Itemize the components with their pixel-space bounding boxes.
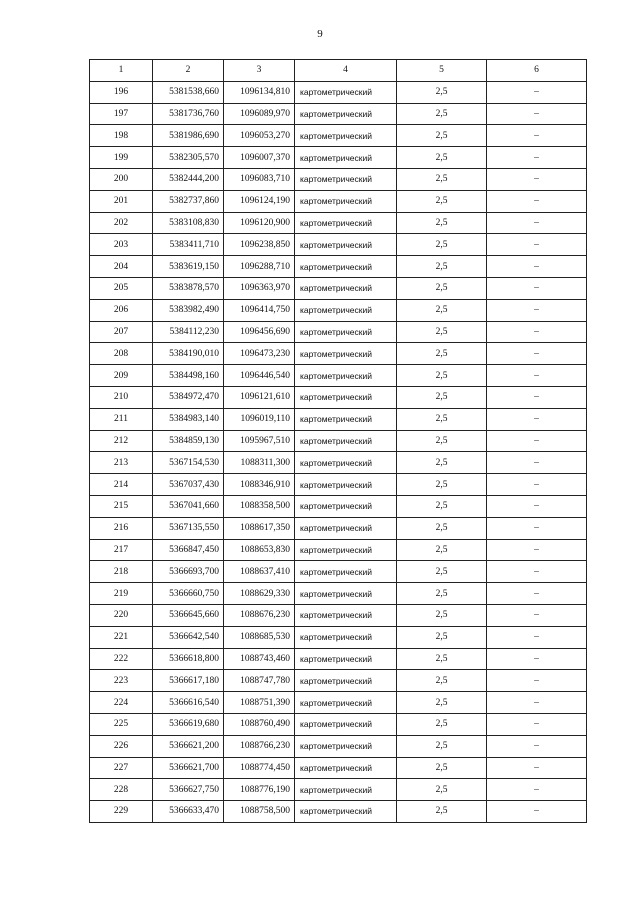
cell-coord-x: 5367041,660 xyxy=(153,495,224,517)
cell-method: картометрический xyxy=(295,430,397,452)
cell-point-number: 202 xyxy=(90,212,153,234)
header-col-4: 4 xyxy=(295,60,397,82)
cell-point-number: 222 xyxy=(90,648,153,670)
table-row xyxy=(90,604,587,626)
cell-point-number: 219 xyxy=(90,583,153,605)
cell-method: картометрический xyxy=(295,604,397,626)
cell-accuracy: 2,5 xyxy=(397,277,487,299)
cell-note: – xyxy=(487,474,587,496)
cell-method: картометрический xyxy=(295,670,397,692)
cell-method: картометрический xyxy=(295,147,397,169)
cell-point-number: 228 xyxy=(90,779,153,801)
cell-method: картометрический xyxy=(295,474,397,496)
cell-point-number: 196 xyxy=(90,81,153,103)
cell-note: – xyxy=(487,670,587,692)
cell-accuracy: 2,5 xyxy=(397,561,487,583)
cell-coord-x: 5383982,490 xyxy=(153,299,224,321)
cell-coord-y: 1088760,490 xyxy=(224,713,295,735)
cell-coord-y: 1096456,690 xyxy=(224,321,295,343)
cell-method: картометрический xyxy=(295,561,397,583)
cell-accuracy: 2,5 xyxy=(397,234,487,256)
cell-method: картометрический xyxy=(295,517,397,539)
cell-note: – xyxy=(487,103,587,125)
cell-coord-x: 5384112,230 xyxy=(153,321,224,343)
cell-point-number: 217 xyxy=(90,539,153,561)
cell-method: картометрический xyxy=(295,125,397,147)
cell-note: – xyxy=(487,517,587,539)
cell-note: – xyxy=(487,190,587,212)
cell-accuracy: 2,5 xyxy=(397,801,487,823)
cell-point-number: 209 xyxy=(90,365,153,387)
cell-point-number: 218 xyxy=(90,561,153,583)
table-row xyxy=(90,735,587,757)
cell-method: картометрический xyxy=(295,757,397,779)
table-row xyxy=(90,256,587,278)
cell-coord-y: 1088346,910 xyxy=(224,474,295,496)
cell-point-number: 201 xyxy=(90,190,153,212)
cell-accuracy: 2,5 xyxy=(397,125,487,147)
cell-point-number: 210 xyxy=(90,386,153,408)
table-row xyxy=(90,495,587,517)
cell-note: – xyxy=(487,256,587,278)
cell-point-number: 211 xyxy=(90,408,153,430)
cell-coord-y: 1088766,230 xyxy=(224,735,295,757)
table-row xyxy=(90,81,587,103)
cell-note: – xyxy=(487,408,587,430)
table-header-row xyxy=(90,60,587,82)
table-row xyxy=(90,517,587,539)
cell-point-number: 213 xyxy=(90,452,153,474)
cell-note: – xyxy=(487,365,587,387)
cell-coord-y: 1096363,970 xyxy=(224,277,295,299)
cell-coord-x: 5367037,430 xyxy=(153,474,224,496)
table-row xyxy=(90,125,587,147)
cell-coord-y: 1088758,500 xyxy=(224,801,295,823)
cell-method: картометрический xyxy=(295,713,397,735)
cell-point-number: 215 xyxy=(90,495,153,517)
cell-point-number: 223 xyxy=(90,670,153,692)
cell-method: картометрический xyxy=(295,495,397,517)
cell-point-number: 207 xyxy=(90,321,153,343)
cell-note: – xyxy=(487,125,587,147)
cell-accuracy: 2,5 xyxy=(397,779,487,801)
cell-coord-x: 5366618,800 xyxy=(153,648,224,670)
cell-accuracy: 2,5 xyxy=(397,321,487,343)
cell-note: – xyxy=(487,779,587,801)
table-row xyxy=(90,365,587,387)
cell-accuracy: 2,5 xyxy=(397,81,487,103)
cell-point-number: 206 xyxy=(90,299,153,321)
table-row xyxy=(90,147,587,169)
cell-point-number: 221 xyxy=(90,626,153,648)
table-row xyxy=(90,713,587,735)
cell-method: картометрический xyxy=(295,277,397,299)
cell-coord-x: 5381736,760 xyxy=(153,103,224,125)
table-body xyxy=(90,81,587,822)
table-row xyxy=(90,386,587,408)
cell-note: – xyxy=(487,321,587,343)
cell-note: – xyxy=(487,277,587,299)
cell-point-number: 214 xyxy=(90,474,153,496)
cell-accuracy: 2,5 xyxy=(397,757,487,779)
table-row xyxy=(90,299,587,321)
cell-accuracy: 2,5 xyxy=(397,430,487,452)
cell-note: – xyxy=(487,757,587,779)
cell-coord-y: 1096019,110 xyxy=(224,408,295,430)
cell-accuracy: 2,5 xyxy=(397,583,487,605)
cell-accuracy: 2,5 xyxy=(397,408,487,430)
cell-method: картометрический xyxy=(295,735,397,757)
cell-coord-x: 5384972,470 xyxy=(153,386,224,408)
cell-note: – xyxy=(487,713,587,735)
cell-method: картометрический xyxy=(295,626,397,648)
cell-coord-x: 5366633,470 xyxy=(153,801,224,823)
cell-method: картометрический xyxy=(295,648,397,670)
cell-accuracy: 2,5 xyxy=(397,474,487,496)
cell-point-number: 208 xyxy=(90,343,153,365)
cell-coord-x: 5366619,680 xyxy=(153,713,224,735)
cell-note: – xyxy=(487,234,587,256)
cell-point-number: 216 xyxy=(90,517,153,539)
cell-point-number: 224 xyxy=(90,692,153,714)
cell-accuracy: 2,5 xyxy=(397,299,487,321)
cell-note: – xyxy=(487,147,587,169)
table-row xyxy=(90,757,587,779)
cell-coord-y: 1095967,510 xyxy=(224,430,295,452)
cell-note: – xyxy=(487,626,587,648)
table-row xyxy=(90,801,587,823)
cell-coord-x: 5381538,660 xyxy=(153,81,224,103)
cell-coord-y: 1088774,450 xyxy=(224,757,295,779)
cell-point-number: 203 xyxy=(90,234,153,256)
table-row xyxy=(90,670,587,692)
cell-accuracy: 2,5 xyxy=(397,147,487,169)
cell-method: картометрический xyxy=(295,321,397,343)
cell-accuracy: 2,5 xyxy=(397,713,487,735)
cell-coord-y: 1096007,370 xyxy=(224,147,295,169)
cell-coord-x: 5366621,700 xyxy=(153,757,224,779)
cell-accuracy: 2,5 xyxy=(397,256,487,278)
cell-note: – xyxy=(487,168,587,190)
cell-coord-x: 5366617,180 xyxy=(153,670,224,692)
header-col-2: 2 xyxy=(153,60,224,82)
header-col-6: 6 xyxy=(487,60,587,82)
table-row xyxy=(90,234,587,256)
cell-coord-x: 5382305,570 xyxy=(153,147,224,169)
cell-note: – xyxy=(487,430,587,452)
cell-method: картометрический xyxy=(295,692,397,714)
cell-coord-x: 5366621,200 xyxy=(153,735,224,757)
table-row xyxy=(90,408,587,430)
cell-accuracy: 2,5 xyxy=(397,168,487,190)
cell-point-number: 226 xyxy=(90,735,153,757)
cell-point-number: 198 xyxy=(90,125,153,147)
cell-coord-y: 1088676,230 xyxy=(224,604,295,626)
cell-method: картометрический xyxy=(295,256,397,278)
cell-coord-y: 1096121,610 xyxy=(224,386,295,408)
table-row xyxy=(90,212,587,234)
cell-accuracy: 2,5 xyxy=(397,452,487,474)
cell-note: – xyxy=(487,561,587,583)
cell-note: – xyxy=(487,495,587,517)
cell-accuracy: 2,5 xyxy=(397,626,487,648)
cell-method: картометрический xyxy=(295,365,397,387)
cell-note: – xyxy=(487,212,587,234)
cell-point-number: 212 xyxy=(90,430,153,452)
cell-coord-y: 1088743,460 xyxy=(224,648,295,670)
cell-note: – xyxy=(487,386,587,408)
cell-note: – xyxy=(487,452,587,474)
cell-accuracy: 2,5 xyxy=(397,604,487,626)
cell-coord-y: 1096473,230 xyxy=(224,343,295,365)
cell-note: – xyxy=(487,583,587,605)
cell-coord-x: 5367135,550 xyxy=(153,517,224,539)
cell-coord-y: 1096288,710 xyxy=(224,256,295,278)
cell-method: картометрический xyxy=(295,539,397,561)
table-row xyxy=(90,626,587,648)
cell-point-number: 199 xyxy=(90,147,153,169)
cell-coord-y: 1088637,410 xyxy=(224,561,295,583)
cell-coord-y: 1096120,900 xyxy=(224,212,295,234)
cell-method: картометрический xyxy=(295,583,397,605)
cell-coord-y: 1088776,190 xyxy=(224,779,295,801)
cell-coord-x: 5366642,540 xyxy=(153,626,224,648)
table-row xyxy=(90,648,587,670)
cell-accuracy: 2,5 xyxy=(397,517,487,539)
cell-accuracy: 2,5 xyxy=(397,495,487,517)
cell-accuracy: 2,5 xyxy=(397,539,487,561)
cell-note: – xyxy=(487,539,587,561)
cell-point-number: 225 xyxy=(90,713,153,735)
cell-accuracy: 2,5 xyxy=(397,103,487,125)
cell-method: картометрический xyxy=(295,408,397,430)
cell-point-number: 227 xyxy=(90,757,153,779)
cell-note: – xyxy=(487,604,587,626)
cell-accuracy: 2,5 xyxy=(397,190,487,212)
table-row xyxy=(90,190,587,212)
cell-accuracy: 2,5 xyxy=(397,735,487,757)
cell-accuracy: 2,5 xyxy=(397,343,487,365)
table-row xyxy=(90,343,587,365)
cell-coord-x: 5383878,570 xyxy=(153,277,224,299)
table-row xyxy=(90,277,587,299)
cell-accuracy: 2,5 xyxy=(397,670,487,692)
cell-coord-x: 5384498,160 xyxy=(153,365,224,387)
cell-coord-x: 5366693,700 xyxy=(153,561,224,583)
table-row xyxy=(90,561,587,583)
header-col-1: 1 xyxy=(90,60,153,82)
cell-method: картометрический xyxy=(295,452,397,474)
cell-coord-x: 5366847,450 xyxy=(153,539,224,561)
cell-coord-y: 1088629,330 xyxy=(224,583,295,605)
cell-coord-y: 1088747,780 xyxy=(224,670,295,692)
cell-coord-y: 1088653,830 xyxy=(224,539,295,561)
cell-method: картометрический xyxy=(295,168,397,190)
cell-note: – xyxy=(487,299,587,321)
cell-coord-x: 5382737,860 xyxy=(153,190,224,212)
cell-point-number: 200 xyxy=(90,168,153,190)
cell-method: картометрический xyxy=(295,212,397,234)
cell-accuracy: 2,5 xyxy=(397,365,487,387)
cell-coord-y: 1088358,500 xyxy=(224,495,295,517)
cell-point-number: 197 xyxy=(90,103,153,125)
table-row xyxy=(90,474,587,496)
table-row xyxy=(90,103,587,125)
cell-method: картометрический xyxy=(295,801,397,823)
cell-note: – xyxy=(487,81,587,103)
cell-coord-y: 1096446,540 xyxy=(224,365,295,387)
cell-coord-x: 5384190,010 xyxy=(153,343,224,365)
page-number: 9 xyxy=(317,28,323,40)
cell-coord-y: 1088617,350 xyxy=(224,517,295,539)
table-row xyxy=(90,779,587,801)
cell-coord-x: 5383108,830 xyxy=(153,212,224,234)
table-row xyxy=(90,168,587,190)
cell-accuracy: 2,5 xyxy=(397,212,487,234)
table-row xyxy=(90,583,587,605)
cell-coord-x: 5384983,140 xyxy=(153,408,224,430)
cell-coord-y: 1096134,810 xyxy=(224,81,295,103)
cell-note: – xyxy=(487,801,587,823)
cell-accuracy: 2,5 xyxy=(397,648,487,670)
cell-method: картометрический xyxy=(295,386,397,408)
cell-point-number: 204 xyxy=(90,256,153,278)
cell-note: – xyxy=(487,692,587,714)
cell-coord-y: 1096089,970 xyxy=(224,103,295,125)
cell-note: – xyxy=(487,735,587,757)
cell-coord-x: 5367154,530 xyxy=(153,452,224,474)
cell-coord-y: 1088311,300 xyxy=(224,452,295,474)
cell-coord-x: 5366645,660 xyxy=(153,604,224,626)
cell-coord-x: 5382444,200 xyxy=(153,168,224,190)
cell-method: картометрический xyxy=(295,81,397,103)
cell-coord-x: 5366616,540 xyxy=(153,692,224,714)
cell-coord-x: 5366660,750 xyxy=(153,583,224,605)
cell-method: картометрический xyxy=(295,343,397,365)
header-col-3: 3 xyxy=(224,60,295,82)
cell-coord-x: 5384859,130 xyxy=(153,430,224,452)
cell-coord-y: 1096124,190 xyxy=(224,190,295,212)
cell-coord-y: 1088685,530 xyxy=(224,626,295,648)
cell-method: картометрический xyxy=(295,299,397,321)
cell-accuracy: 2,5 xyxy=(397,692,487,714)
cell-point-number: 229 xyxy=(90,801,153,823)
table-row xyxy=(90,430,587,452)
table-row xyxy=(90,321,587,343)
cell-coord-y: 1088751,390 xyxy=(224,692,295,714)
cell-method: картометрический xyxy=(295,779,397,801)
cell-point-number: 205 xyxy=(90,277,153,299)
cell-coord-y: 1096238,850 xyxy=(224,234,295,256)
cell-method: картометрический xyxy=(295,190,397,212)
cell-coord-x: 5366627,750 xyxy=(153,779,224,801)
cell-coord-y: 1096053,270 xyxy=(224,125,295,147)
table-row xyxy=(90,452,587,474)
cell-method: картометрический xyxy=(295,234,397,256)
header-col-5: 5 xyxy=(397,60,487,82)
cell-note: – xyxy=(487,648,587,670)
cell-coord-x: 5381986,690 xyxy=(153,125,224,147)
cell-method: картометрический xyxy=(295,103,397,125)
cell-coord-x: 5383619,150 xyxy=(153,256,224,278)
table-row xyxy=(90,692,587,714)
coordinates-table xyxy=(89,59,587,823)
cell-coord-y: 1096083,710 xyxy=(224,168,295,190)
table-row xyxy=(90,539,587,561)
cell-coord-y: 1096414,750 xyxy=(224,299,295,321)
cell-accuracy: 2,5 xyxy=(397,386,487,408)
cell-point-number: 220 xyxy=(90,604,153,626)
cell-coord-x: 5383411,710 xyxy=(153,234,224,256)
cell-note: – xyxy=(487,343,587,365)
